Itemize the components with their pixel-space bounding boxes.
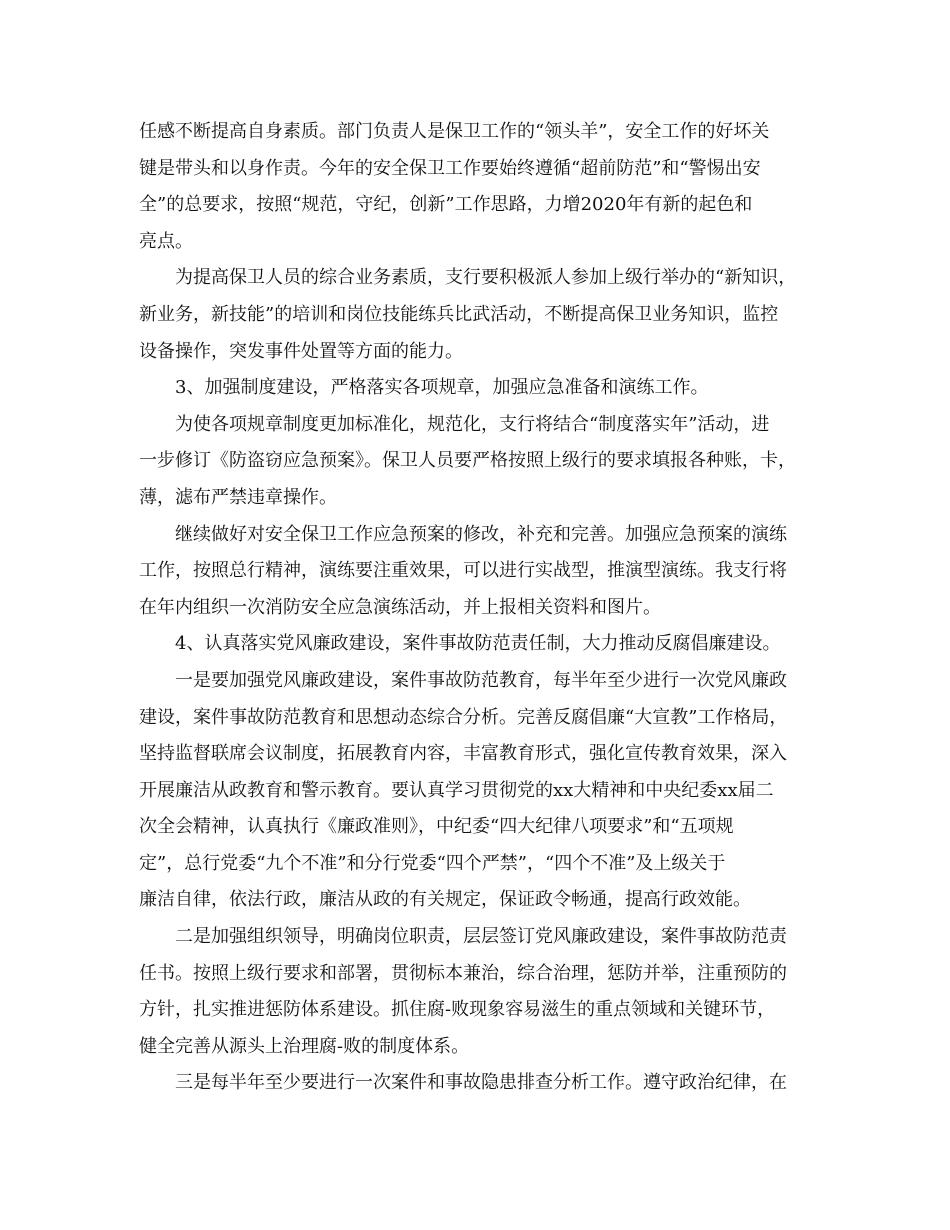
text-line: 坚持监督联席会议制度，拓展教育内容，丰富教育形式，强化宣传教育效果，深入 [139, 743, 787, 765]
text-line: 开展廉洁从政教育和警示教育。要认真学习贯彻党的xx大精神和中央纪委xx届二 [139, 779, 774, 801]
text-line: 定”，总行党委“九个不准”和分行党委“四个严禁”，“四个不准”及上级关于 [139, 852, 726, 874]
text-line: 工作，按照总行精神，演练要注重效果，可以进行实战型，推演型演练。我支行将 [139, 560, 787, 582]
text-line: 为提高保卫人员的综合业务素质，支行要积极派人参加上级行举办的“新知识， [175, 267, 797, 289]
text-line: 二是加强组织领导，明确岗位职责，层层签订党风廉政建设，案件事故防范责 [175, 926, 787, 948]
text-line: 在年内组织一次消防安全应急演练活动，并上报相关资料和图片。 [139, 596, 661, 618]
paragraph [139, 407, 819, 517]
text-line: 全”的总要求，按照“规范，守纪，创新”工作思路，力增2020年有新的起色和 [139, 194, 753, 216]
paragraph [139, 626, 819, 663]
text-line: 设备操作，突发事件处置等方面的能力。 [139, 340, 463, 362]
paragraph [139, 517, 819, 627]
paragraph [139, 1065, 819, 1102]
text-line: 薄，滤布严禁违章操作。 [139, 486, 337, 508]
paragraph [139, 114, 819, 260]
text-line: 任书。按照上级行要求和部署，贯彻标本兼治，综合治理，惩防并举，注重预防的 [139, 962, 787, 984]
text-line: 4、认真落实党风廉政建设，案件事故防范责任制，大力推动反腐倡廉建设。 [175, 633, 781, 655]
text-line: 为使各项规章制度更加标准化，规范化，支行将结合“制度落实年”活动，进 [175, 413, 770, 435]
text-line: 继续做好对安全保卫工作应急预案的修改，补充和完善。加强应急预案的演练 [175, 523, 787, 545]
text-line: 健全完善从源头上治理腐-败的制度体系。 [139, 1035, 470, 1057]
text-line: 三是每半年至少要进行一次案件和事故隐患排查分析工作。遵守政治纪律，在 [175, 1072, 787, 1094]
text-line: 建设，案件事故防范教育和思想动态综合分析。完善反腐倡廉“大宣教”工作格局， [139, 706, 788, 728]
text-line: 键是带头和以身作责。今年的安全保卫工作要始终遵循“超前防范”和“警惕出安 [139, 157, 761, 179]
paragraph [139, 260, 819, 370]
text-line: 一步修订《防盗窃应急预案》。保卫人员要严格按照上级行的要求填报各种账，卡， [139, 450, 796, 472]
text-line: 3、加强制度建设，严格落实各项规章，加强应急准备和演练工作。 [175, 377, 709, 399]
text-line: 新业务，新技能”的培训和岗位技能练兵比武活动，不断提高保卫业务知识，监控 [139, 303, 779, 325]
paragraph [139, 663, 819, 919]
text-line: 亮点。 [139, 230, 193, 252]
text-line: 一是要加强党风廉政建设，案件事故防范教育，每半年至少进行一次党风廉政 [175, 669, 787, 691]
text-line: 次全会精神，认真执行《廉政准则》，中纪委“四大纪律八项要求”和“五项规 [139, 816, 734, 838]
paragraph [139, 919, 819, 1065]
document-body [139, 114, 819, 1102]
text-line: 方针，扎实推进惩防体系建设。抓住腐-败现象容易滋生的重点领域和关键环节， [139, 999, 776, 1021]
paragraph [139, 370, 819, 407]
text-line: 廉洁自律，依法行政，廉洁从政的有关规定，保证政令畅通，提高行政效能。 [139, 889, 751, 911]
text-line: 任感不断提高自身素质。部门负责人是保卫工作的“领头羊”，安全工作的好坏关 [139, 121, 770, 142]
